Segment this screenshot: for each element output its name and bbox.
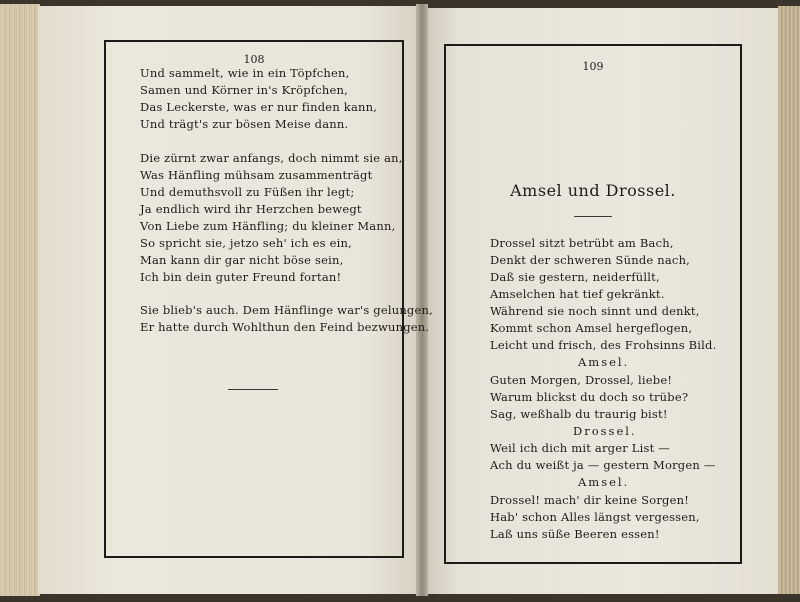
poem-line: Warum blickst du doch so trübe? <box>490 390 689 404</box>
poem-line: Er hatte durch Wohlthun den Feind bezwungen. <box>140 320 430 334</box>
poem-line: Sag, weßhalb du traurig bist! <box>490 407 668 421</box>
poem-line: Und trägt's zur bösen Meise dann. <box>140 117 349 131</box>
speaker-label: Drossel. <box>573 424 637 438</box>
poem-line: Das Leckerste, was er nur finden kann, <box>140 100 378 114</box>
poem-line: Was Hänfling mühsam zusammenträgt <box>140 168 373 182</box>
poem-line: Guten Morgen, Drossel, liebe! <box>490 373 673 387</box>
end-rule <box>228 389 278 390</box>
poem-title: Amsel und Drossel. <box>510 181 676 200</box>
speaker-label: Amsel. <box>578 355 630 369</box>
poem-line: Daß sie gestern, neiderfüllt, <box>490 270 660 284</box>
poem-line: Leicht und frisch, des Frohsinns Bild. <box>490 338 717 352</box>
book-gutter <box>416 4 428 596</box>
speaker-label: Amsel. <box>578 475 630 489</box>
poem-line: Man kann dir gar nicht böse sein, <box>140 253 344 267</box>
poem-line: Sie blieb's auch. Dem Hänflinge war's gelungen, <box>140 303 433 317</box>
poem-line: Weil ich dich mit arger List — <box>490 441 670 455</box>
poem-line: Und sammelt, wie in ein Töpfchen, <box>140 66 350 80</box>
title-rule <box>574 216 612 217</box>
poem-line: Kommt schon Amsel hergeflogen, <box>490 321 693 335</box>
page-edges-right <box>778 6 800 594</box>
right-page-number: 109 <box>582 60 604 73</box>
poem-line: Drossel sitzt betrübt am Bach, <box>490 236 674 250</box>
poem-line: Die zürnt zwar anfangs, doch nimmt sie an, <box>140 151 403 165</box>
poem-line: Drossel! mach' dir keine Sorgen! <box>490 493 690 507</box>
poem-line: Während sie noch sinnt und denkt, <box>490 304 700 318</box>
poem-line: Hab' schon Alles längst vergessen, <box>490 510 700 524</box>
poem-line: Laß uns süße Beeren essen! <box>490 527 660 541</box>
poem-line: Ja endlich wird ihr Herzchen bewegt <box>140 202 362 216</box>
poem-line: So spricht sie, jetzo seh' ich es ein, <box>140 236 352 250</box>
poem-line: Ach du weißt ja — gestern Morgen — <box>490 458 716 472</box>
page-edges-left <box>0 4 40 596</box>
poem-line: Und demuthsvoll zu Füßen ihr legt; <box>140 185 355 199</box>
poem-line: Denkt der schweren Sünde nach, <box>490 253 691 267</box>
poem-line: Ich bin dein guter Freund fortan! <box>140 270 342 284</box>
poem-line: Von Liebe zum Hänfling; du kleiner Mann, <box>140 219 396 233</box>
poem-line: Amselchen hat tief gekränkt. <box>490 287 665 301</box>
poem-line: Samen und Körner in's Kröpfchen, <box>140 83 348 97</box>
left-page-number: 108 <box>243 53 265 66</box>
